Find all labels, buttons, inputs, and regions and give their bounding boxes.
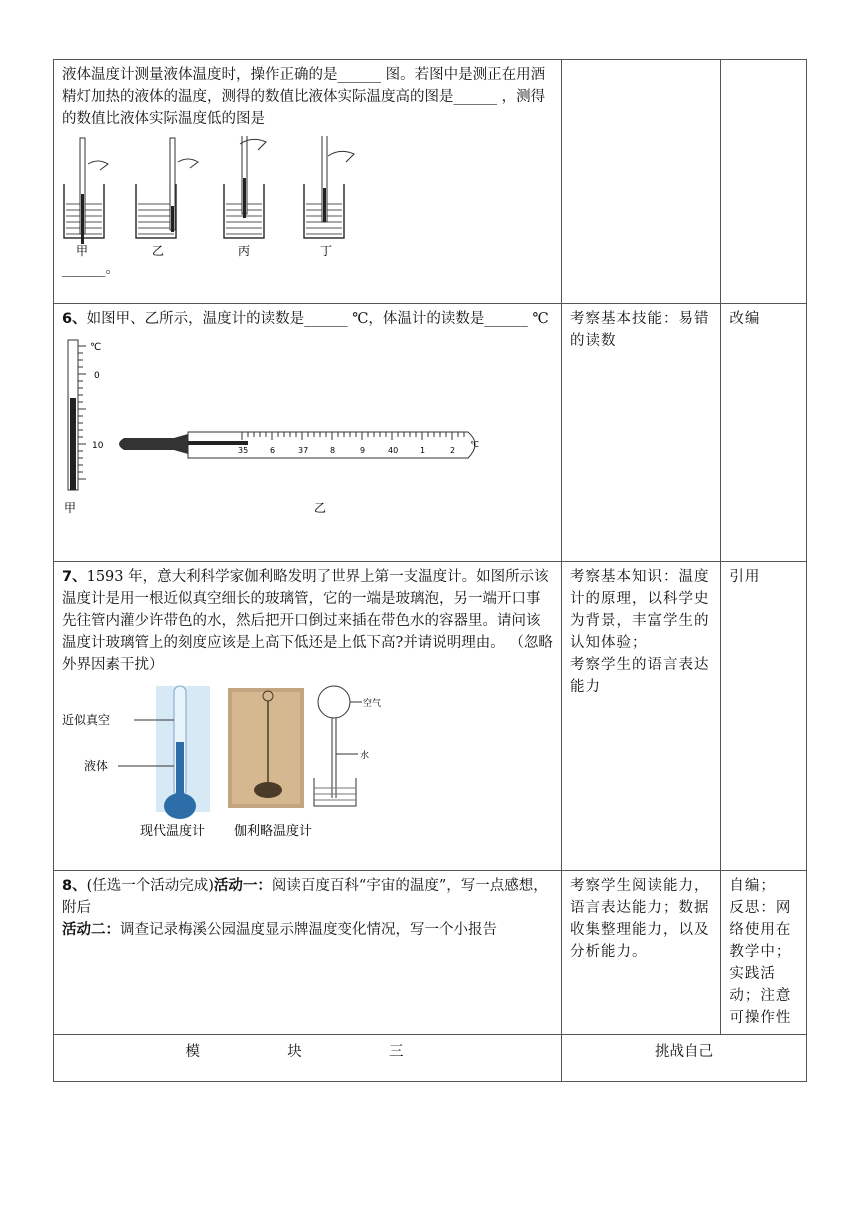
mark-10: 10 <box>92 441 104 451</box>
source-cell: 自编； 反思：网络使用在教学中；实践活动；注意可操作性 <box>721 871 807 1035</box>
activity-2-text: 调查记录梅溪公园温度显示牌温度变化情况，写一个小报告 <box>120 922 497 938</box>
answer-blank: ______。 <box>62 261 120 277</box>
question-number: 6、 <box>62 311 87 327</box>
activity-1-label: 活动一： <box>213 877 272 894</box>
module-title: 模 块 三 <box>54 1035 562 1082</box>
worksheet-table <box>53 59 807 1082</box>
purpose-cell <box>562 60 721 304</box>
label-galileo: 伽利略温度计 <box>234 824 313 839</box>
unit-label: ℃ <box>470 440 479 449</box>
mark-38: 8 <box>330 446 336 455</box>
purpose-cell: 考察基本知识：温度计的原理，以科学史为背景，丰富学生的认知体验； 考察学生的语言表达能力 <box>562 562 721 871</box>
question-cell <box>54 562 562 871</box>
question-text: 如图甲、乙所示，温度计的读数是______ ℃，体温计的读数是______ ℃ <box>86 311 549 327</box>
mark-35: 35 <box>238 446 249 455</box>
fig-label-yi: 乙 <box>152 244 165 258</box>
galileo-thermometer-figure <box>62 682 382 842</box>
activity-2-label: 活动二： <box>62 921 120 938</box>
modern-thermometer <box>62 686 210 839</box>
mark-39: 9 <box>360 446 366 455</box>
mark-0: 0 <box>94 371 100 381</box>
beaker-jia <box>64 138 108 244</box>
source-cell <box>721 60 807 304</box>
question-text: 液体温度计测量液体温度时，操作正确的是______ 图。若图中是测正在用酒精灯加热的液体的温度，测得的数值比液体实际温度高的图是______ ，测得的数值比液体实际温度低的图是 <box>62 67 546 127</box>
beaker-thermometer-figure <box>62 136 382 258</box>
mark-36: 6 <box>270 446 276 455</box>
galileo-photo <box>228 688 312 839</box>
thermometer-reading-figure <box>62 336 502 520</box>
clinical-thermometer-yi <box>119 432 479 515</box>
label-water: 水 <box>360 751 370 761</box>
vertical-thermometer-jia <box>64 340 104 515</box>
label-liquid: 液体 <box>84 759 109 773</box>
question-text: 1593 年，意大利科学家伽利略发明了世界上第一支温度计。如图所示该温度计是用一根近似真空细长的玻璃管，它的一端是玻璃泡，另一端开口事先往管内灌少许带色的水，然后把开口倒过来插在带色水的容器里。请问该温度计玻璃管上的刻度应该是上高下低还是上低下高?并请说明理由。 （忽略外界因素干扰） <box>62 569 553 673</box>
beaker-ding <box>304 136 354 238</box>
fig-label-ding: 丁 <box>320 244 333 258</box>
purpose-cell: 考察基本技能：易错的读数 <box>562 304 721 562</box>
label-air: 空气 <box>363 699 382 709</box>
question-cell <box>54 871 562 1035</box>
question-cell <box>54 60 562 304</box>
mark-42: 2 <box>450 446 456 455</box>
challenge-title: 挑战自己 <box>562 1035 807 1082</box>
fig-label-jia: 甲 <box>76 244 89 258</box>
galileo-diagram <box>314 686 381 806</box>
source-cell: 改编 <box>721 304 807 562</box>
question-row-8 <box>54 871 807 1035</box>
question-prefix: (任选一个活动完成) <box>86 878 214 894</box>
source-cell: 引用 <box>721 562 807 871</box>
purpose-cell: 考察学生阅读能力，语言表达能力；数据收集整理能力，以及分析能力。 <box>562 871 721 1035</box>
mark-40: 40 <box>388 446 399 455</box>
module-header-row <box>54 1035 807 1082</box>
question-number: 8、 <box>62 878 87 894</box>
question-number: 7、 <box>62 569 87 585</box>
unit-label: ℃ <box>90 342 102 353</box>
mark-37: 37 <box>298 446 309 455</box>
beaker-yi <box>136 138 198 238</box>
caption-jia: 甲 <box>64 501 77 515</box>
label-modern: 现代温度计 <box>140 824 206 839</box>
beaker-bing <box>224 136 266 238</box>
question-cell <box>54 304 562 562</box>
mark-41: 1 <box>420 446 426 455</box>
fig-label-bing: 丙 <box>238 244 251 258</box>
question-row-5 <box>54 60 807 304</box>
question-row-6 <box>54 304 807 562</box>
caption-yi: 乙 <box>314 501 327 515</box>
activity-1-text: 阅读百度百科“宇宙的温度”，写一点感想，附后 <box>62 878 548 916</box>
label-vacuum: 近似真空 <box>62 713 111 727</box>
question-row-7 <box>54 562 807 871</box>
